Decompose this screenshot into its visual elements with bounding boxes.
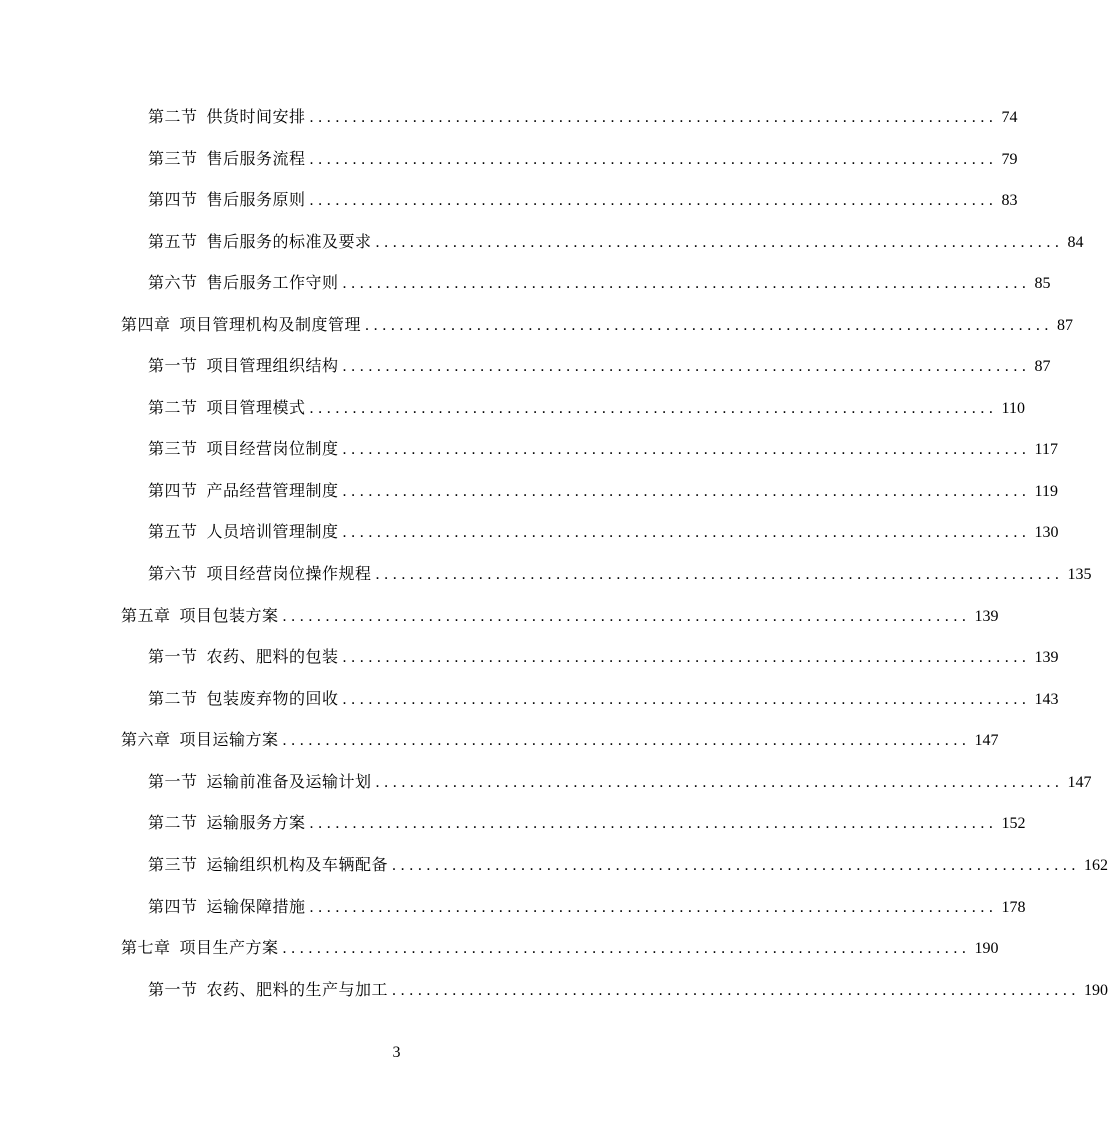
toc-entry-page: 190	[974, 940, 999, 957]
toc-leader-dots: ................................................................................	[392, 982, 1081, 999]
toc-entry[interactable]	[148, 886, 1026, 928]
toc-entry-number: 第二节	[148, 689, 198, 708]
toc-entry-text: 产品经营管理制度	[206, 481, 339, 500]
toc-entry[interactable]	[148, 179, 1018, 221]
toc-entry[interactable]	[148, 138, 1018, 180]
toc-entry-text: 运输前准备及运输计划	[206, 772, 372, 791]
toc-entry-text: 农药、肥料的包装	[206, 647, 339, 666]
toc-entry-title	[148, 138, 306, 180]
toc-entry-number: 第五章	[121, 606, 171, 625]
toc-entry-title	[148, 96, 306, 138]
toc-leader-dots: ................................................................................	[392, 857, 1081, 874]
toc-entry[interactable]	[148, 262, 1051, 304]
toc-entry[interactable]	[148, 470, 1058, 512]
toc-entry-number: 第三节	[148, 439, 198, 458]
toc-entry-text: 运输服务方案	[206, 813, 306, 832]
toc-entry-page: 85	[1034, 275, 1051, 292]
toc-entry-title	[148, 969, 388, 1011]
toc-leader-dots: ................................................................................	[342, 358, 1031, 375]
toc-entry-text: 项目包装方案	[179, 606, 279, 625]
toc-entry-text: 售后服务原则	[206, 190, 306, 209]
toc-entry[interactable]	[148, 553, 1092, 595]
toc-entry-page: 147	[974, 732, 999, 749]
toc-entry[interactable]	[148, 345, 1051, 387]
toc-entry[interactable]	[148, 761, 1092, 803]
toc-entry-number: 第二节	[148, 107, 198, 126]
toc-entry-text: 售后服务工作守则	[206, 273, 339, 292]
toc-leader-dots: ................................................................................	[309, 192, 998, 209]
toc-entry-text: 项目管理组织结构	[206, 356, 339, 375]
toc-entry-page: 143	[1034, 691, 1059, 708]
toc-entry-text: 项目管理模式	[206, 398, 306, 417]
toc-chapter-entry[interactable]	[121, 595, 999, 637]
toc-leader-dots: ................................................................................	[282, 732, 971, 749]
toc-entry-text: 售后服务流程	[206, 149, 306, 168]
toc-entry-number: 第一节	[148, 356, 198, 375]
toc-entry-number: 第二节	[148, 813, 198, 832]
toc-entry-title	[148, 345, 339, 387]
toc-entry-title	[121, 595, 279, 637]
toc-entry-title	[148, 387, 306, 429]
toc-leader-dots: ................................................................................	[309, 109, 998, 126]
toc-entry-text: 运输组织机构及车辆配备	[206, 855, 389, 874]
toc-leader-dots: ................................................................................	[342, 691, 1031, 708]
toc-entry-text: 售后服务的标准及要求	[206, 232, 372, 251]
toc-entry-title	[148, 221, 372, 263]
toc-entry-title	[121, 927, 279, 969]
toc-entry-title	[148, 844, 388, 886]
toc-entry-page: 87	[1034, 358, 1051, 375]
toc-entry-text: 项目经营岗位操作规程	[206, 564, 372, 583]
toc-entry-title	[148, 636, 339, 678]
toc-entry-title	[121, 719, 279, 761]
toc-entry-page: 139	[1034, 649, 1059, 666]
toc-entry-title	[121, 304, 361, 346]
toc-entry-title	[148, 511, 339, 553]
toc-entry-page: 117	[1034, 441, 1058, 458]
toc-entry-title	[148, 179, 306, 221]
toc-entry-number: 第四章	[121, 315, 171, 334]
toc-leader-dots: ................................................................................	[282, 940, 971, 957]
toc-leader-dots: ................................................................................	[375, 774, 1064, 791]
toc-entry-text: 项目经营岗位制度	[206, 439, 339, 458]
toc-entry[interactable]	[148, 221, 1084, 263]
toc-entry-page: 147	[1067, 774, 1092, 791]
toc-entry[interactable]	[148, 678, 1059, 720]
toc-entry-number: 第一节	[148, 772, 198, 791]
toc-entry-page: 83	[1001, 192, 1018, 209]
toc-entry-page: 139	[974, 608, 999, 625]
toc-entry-number: 第五节	[148, 232, 198, 251]
toc-entry-title	[148, 886, 306, 928]
toc-entry-page: 130	[1034, 524, 1059, 541]
toc-entry-text: 供货时间安排	[206, 107, 306, 126]
toc-leader-dots: ................................................................................	[309, 151, 998, 168]
toc-entry-title	[148, 761, 372, 803]
toc-leader-dots: ................................................................................	[342, 275, 1031, 292]
toc-entry-page: 87	[1057, 317, 1074, 334]
toc-entry-number: 第三节	[148, 149, 198, 168]
toc-entry-page: 162	[1084, 857, 1108, 874]
toc-entry-text: 农药、肥料的生产与加工	[206, 980, 389, 999]
toc-leader-dots: ................................................................................	[342, 524, 1031, 541]
toc-leader-dots: ................................................................................	[375, 234, 1064, 251]
toc-entry-number: 第四节	[148, 190, 198, 209]
toc-chapter-entry[interactable]	[121, 304, 1074, 346]
toc-entry-number: 第二节	[148, 398, 198, 417]
toc-leader-dots: ................................................................................	[342, 649, 1031, 666]
toc-entry-text: 包装废弃物的回收	[206, 689, 339, 708]
toc-leader-dots: ................................................................................	[309, 400, 998, 417]
toc-leader-dots: ................................................................................	[282, 608, 971, 625]
toc-entry-number: 第七章	[121, 938, 171, 957]
toc-entry[interactable]	[148, 636, 1059, 678]
toc-entry-text: 项目管理机构及制度管理	[179, 315, 362, 334]
toc-entry-title	[148, 470, 339, 512]
toc-leader-dots: ................................................................................	[365, 317, 1054, 334]
toc-entry-number: 第三节	[148, 855, 198, 874]
toc-leader-dots: ................................................................................	[342, 441, 1031, 458]
toc-entry-text: 人员培训管理制度	[206, 522, 339, 541]
toc-entry-title	[148, 262, 339, 304]
toc-entry[interactable]	[148, 844, 1108, 886]
toc-entry-text: 运输保障措施	[206, 897, 306, 916]
toc-entry[interactable]	[148, 387, 1025, 429]
toc-entry-page: 119	[1034, 483, 1058, 500]
toc-leader-dots: ................................................................................	[342, 483, 1031, 500]
toc-chapter-entry[interactable]	[121, 719, 999, 761]
toc-entry-page: 74	[1001, 109, 1018, 126]
toc-entry[interactable]	[148, 511, 1059, 553]
toc-entry-number: 第四节	[148, 897, 198, 916]
toc-entry[interactable]	[148, 802, 1026, 844]
toc-chapter-entry[interactable]	[121, 927, 999, 969]
toc-entry-number: 第五节	[148, 522, 198, 541]
toc-entry-number: 第一节	[148, 980, 198, 999]
toc-entry-title	[148, 553, 372, 595]
toc-entry-page: 135	[1067, 566, 1092, 583]
toc-leader-dots: ................................................................................	[309, 815, 998, 832]
toc-entry-page: 190	[1084, 982, 1108, 999]
page-number: 3	[392, 1044, 401, 1061]
toc-entry[interactable]	[148, 96, 1018, 138]
toc-entry-page: 110	[1001, 400, 1025, 417]
toc-entry-page: 84	[1067, 234, 1084, 251]
toc-leader-dots: ................................................................................	[375, 566, 1064, 583]
toc-entry-page: 152	[1001, 815, 1026, 832]
toc-entry-number: 第六节	[148, 564, 198, 583]
toc-entry-number: 第六节	[148, 273, 198, 292]
toc-entry-page: 79	[1001, 151, 1018, 168]
toc-entry[interactable]	[148, 428, 1058, 470]
toc-entry-text: 项目生产方案	[179, 938, 279, 957]
toc-entry-title	[148, 678, 339, 720]
toc-entry[interactable]	[148, 969, 1108, 1011]
toc-entry-number: 第一节	[148, 647, 198, 666]
toc-entry-title	[148, 802, 306, 844]
toc-entry-number: 第四节	[148, 481, 198, 500]
toc-entry-number: 第六章	[121, 730, 171, 749]
toc-leader-dots: ................................................................................	[309, 899, 998, 916]
toc-entry-page: 178	[1001, 899, 1026, 916]
toc-entry-text: 项目运输方案	[179, 730, 279, 749]
toc-entry-title	[148, 428, 339, 470]
